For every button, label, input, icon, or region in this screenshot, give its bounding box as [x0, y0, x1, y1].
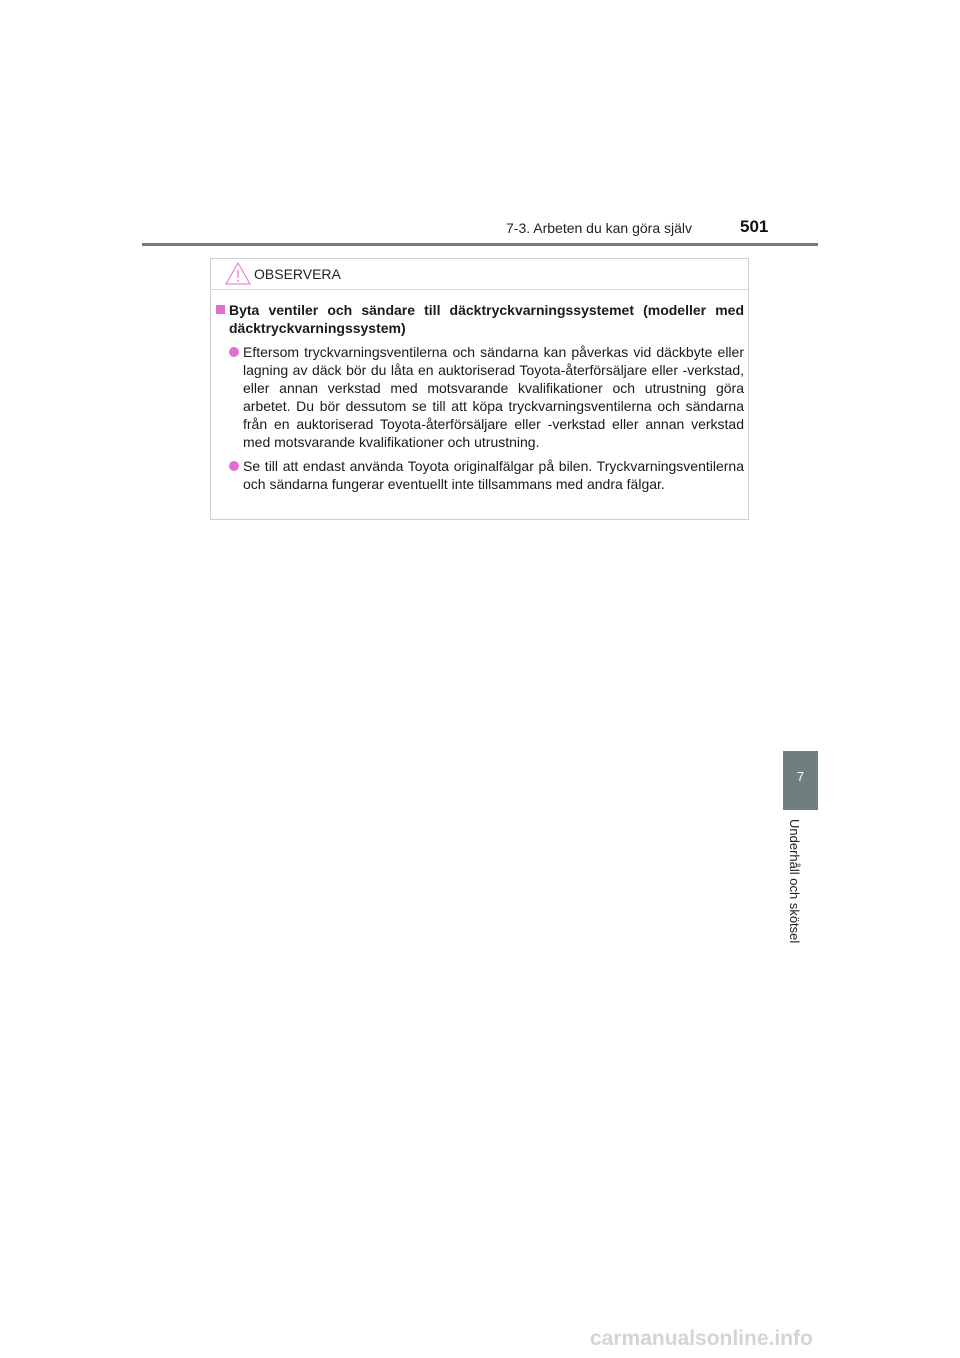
chapter-tab: [783, 751, 818, 810]
caution-header: [211, 259, 748, 290]
chapter-label: Underhåll och skötsel: [787, 819, 802, 944]
chapter-number: 7: [796, 769, 805, 784]
list-item-text: Se till att endast använda Toyota originalfälgar på bilen. Tryckvarningsventilerna och sändarna fungerar eventuellt inte tillsammans med andra fälgar.: [243, 458, 744, 492]
list-item: [216, 343, 744, 451]
section-heading: [216, 301, 744, 337]
square-bullet-icon: [216, 305, 225, 314]
caution-box: [210, 258, 749, 520]
section-heading-text: Byta ventiler och sändare till däcktryckvarningssystemet (modeller med däcktryckvarningssystem): [229, 302, 744, 336]
list-item-text: Eftersom tryckvarningsventilerna och sändarna kan påverkas vid däckbyte eller lagning av däck bör du låta en auktoriserad Toyota-återförsäljare eller -verkstad, eller annan verkstad med motsvarande kvalifikationer och utrustning göra arbetet. Du bör dessutom se till att köpa tryckvarningsventilerna och sändarna från en auktoriserad Toyota-återförsäljare eller -verkstad eller annan verkstad med motsvarande kvalifikationer och utrustning.: [243, 344, 744, 450]
caution-section: [216, 301, 744, 493]
circle-bullet-icon: [229, 347, 239, 357]
header-divider: [142, 243, 818, 246]
warning-triangle-icon: [225, 262, 251, 285]
page-number: 501: [740, 217, 769, 236]
watermark: carmanualsonline.info: [590, 1327, 813, 1350]
section-title: 7-3. Arbeten du kan göra själv: [506, 220, 693, 236]
circle-bullet-icon: [229, 461, 239, 471]
list-item: [216, 457, 744, 493]
caution-title: OBSERVERA: [254, 266, 341, 282]
